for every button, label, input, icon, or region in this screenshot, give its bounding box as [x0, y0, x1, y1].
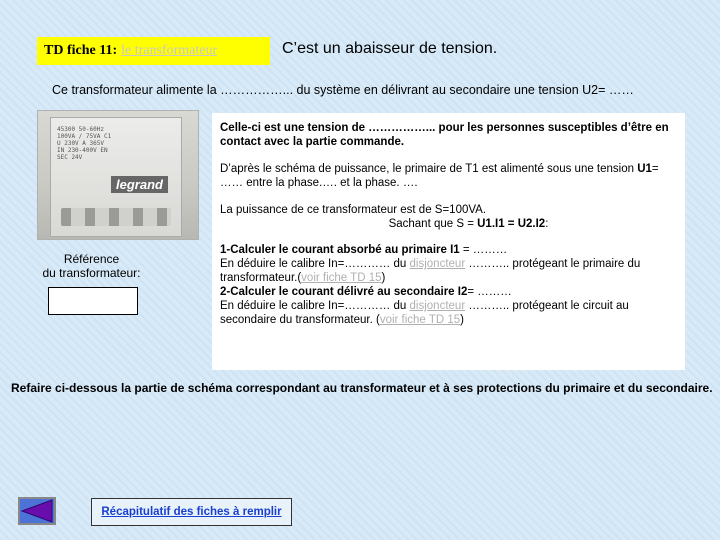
disjoncteur-link-1[interactable]: disjoncteur: [409, 258, 466, 270]
recap-link[interactable]: Récapitulatif des fiches à remplir: [91, 498, 292, 526]
brand-logo: legrand: [111, 176, 168, 193]
spec-plate: 45300 50-60Hz 100VA / 75VA C1 U 230V A 365V IN 230-400V EN SEC 24V: [57, 126, 112, 161]
question-1: 1-Calculer le courant absorbé au primaire I1 = ……… En déduire le calibre In=………… du disjoncteur ……….. protégeant le primaire du transformateur.(voir fiche TD 15): [220, 244, 641, 284]
disjoncteur-link-2[interactable]: disjoncteur: [409, 300, 466, 312]
instruction-text: Refaire ci-dessous la partie de schéma correspondant au transformateur et à ses protections du primaire et du secondaire.: [11, 381, 713, 395]
primary-voltage-text: D’après le schéma de puissance, le primaire de T1 est alimenté sous une tension U1= …… entre la phase.…. et la phase. ….: [220, 163, 659, 189]
transformer-photo: [37, 110, 199, 240]
transformer-device-image: [50, 117, 182, 237]
title-link[interactable]: le transformateur: [121, 43, 218, 58]
td15-link-2[interactable]: voir fiche TD 15: [379, 314, 461, 326]
page-title: [37, 37, 270, 65]
intro-text: Ce transformateur alimente la ……………... du système en délivrant au secondaire une tension U2= ……: [52, 83, 634, 97]
reference-answer-box[interactable]: [48, 287, 138, 315]
question-2: 2-Calculer le courant délivré au secondaire I2= ……… En déduire le calibre In=………… du disjoncteur ……….. protégeant le circuit au secondaire du transformateur. (voir fiche TD 15): [220, 286, 629, 326]
back-arrow-icon: [20, 499, 54, 523]
td15-link-1[interactable]: voir fiche TD 15: [301, 272, 382, 284]
power-text: La puissance de ce transformateur est de S=100VA.: [220, 204, 487, 216]
back-button[interactable]: [18, 497, 56, 525]
voltage-question: Celle-ci est une tension de ……………... pour les personnes susceptibles d’être en contact avec la partie commande.: [220, 122, 669, 148]
power-formula: Sachant que S = U1.I1 = U2.I2:: [388, 218, 549, 230]
title-prefix: TD fiche 11:: [44, 43, 118, 58]
subtitle: C’est un abaisseur de tension.: [282, 40, 498, 57]
terminal-block: [61, 208, 171, 226]
reference-label: Référence du transformateur:: [42, 252, 141, 280]
content-panel: [212, 113, 685, 370]
